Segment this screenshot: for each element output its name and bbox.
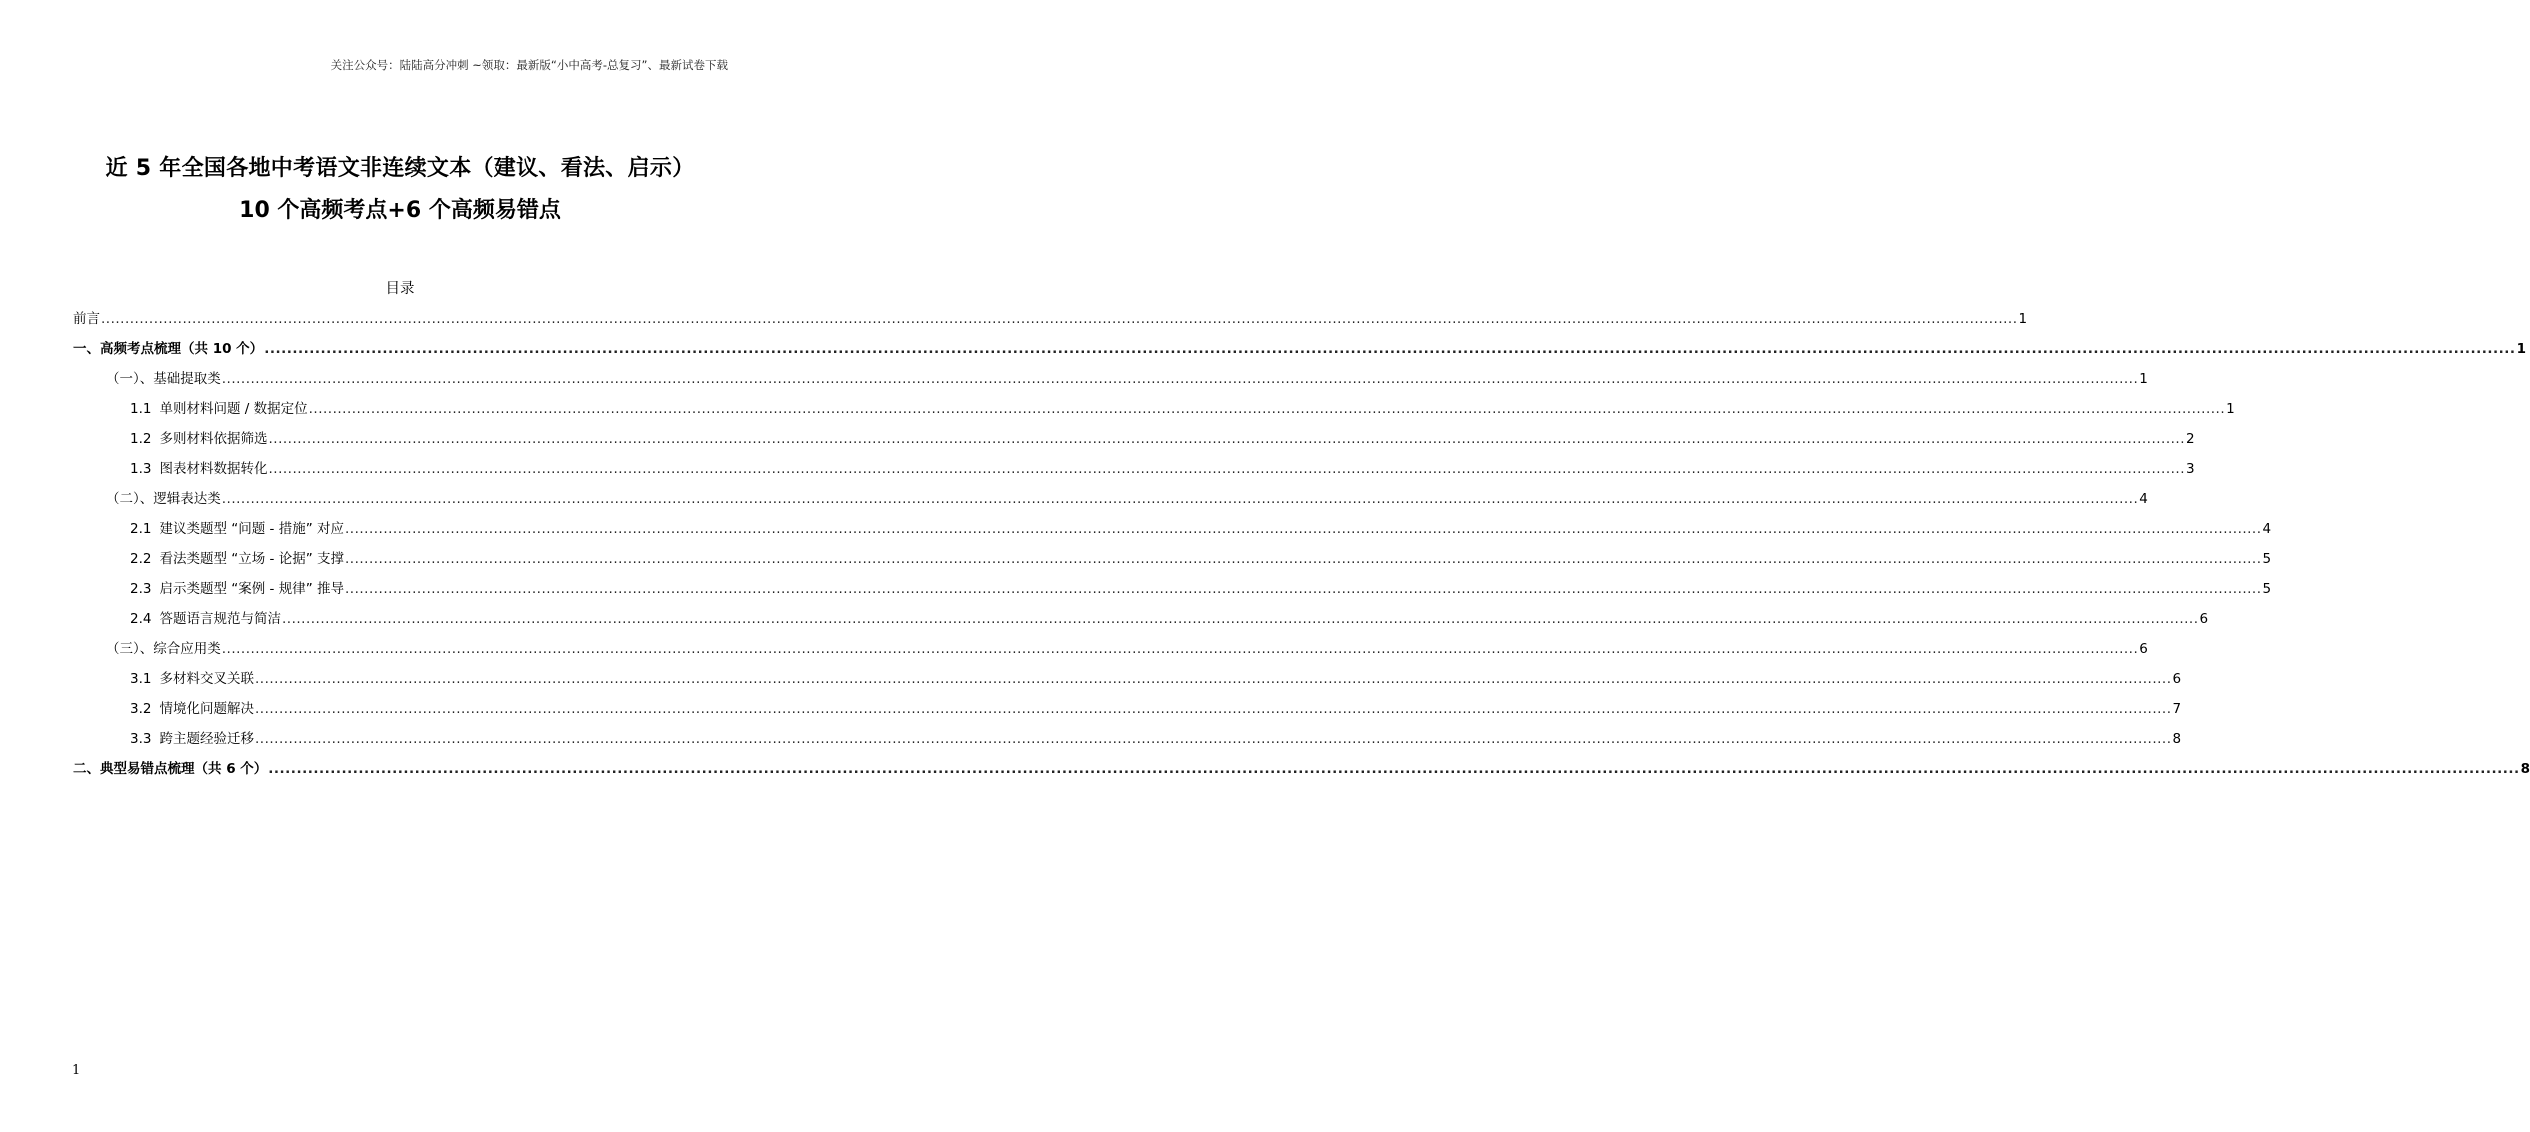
toc-entry-text: 二、典型易错点梳理（共 6 个） bbox=[73, 761, 268, 777]
toc-entry[interactable] bbox=[73, 694, 2182, 724]
toc-entry[interactable] bbox=[73, 664, 2182, 694]
toc-entry[interactable] bbox=[73, 514, 2272, 544]
toc-entry-number: 2.3 bbox=[130, 581, 152, 597]
toc-entry[interactable] bbox=[73, 544, 2272, 574]
toc-entry[interactable] bbox=[73, 754, 2530, 784]
toc-entry-label bbox=[130, 454, 267, 484]
toc-entry-text: 多材料交叉关联 bbox=[159, 671, 254, 687]
toc-entry[interactable] bbox=[73, 364, 2148, 394]
toc-entry-page: 4 bbox=[2262, 521, 2272, 537]
toc-entry[interactable] bbox=[73, 724, 2182, 754]
toc-entry-text: （一）、基础提取类 bbox=[106, 371, 221, 387]
toc-leader-dots: ................................................................................................................................................................................................................................................................................................................................................................................................................ bbox=[254, 701, 2172, 717]
toc-leader-dots: ................................................................................................................................................................................................................................................................................................................................................................................................................ bbox=[345, 521, 2262, 537]
table-of-contents bbox=[73, 304, 2530, 784]
toc-entry-label bbox=[73, 754, 267, 784]
toc-entry-label bbox=[73, 304, 100, 334]
toc-entry[interactable] bbox=[73, 484, 2148, 514]
toc-entry[interactable] bbox=[73, 424, 2195, 454]
toc-entry[interactable] bbox=[73, 304, 2028, 334]
title-line-1: 近 5 年全国各地中考语文非连续文本（建议、看法、启示） bbox=[105, 156, 695, 181]
toc-entry-page: 6 bbox=[2172, 671, 2182, 687]
toc-entry[interactable] bbox=[73, 574, 2272, 604]
toc-entry-label bbox=[130, 694, 254, 724]
toc-leader-dots: ................................................................................................................................................................................................................................................................................................................................................................................................................ bbox=[308, 401, 2226, 417]
toc-entry-text: 多则材料依据筛选 bbox=[159, 431, 268, 447]
toc-entry-number: 2.1 bbox=[130, 521, 152, 537]
toc-entry-text: 建议类题型 “问题 - 措施” 对应 bbox=[159, 521, 345, 537]
toc-entry-number: 2.4 bbox=[130, 611, 152, 627]
toc-entry-page: 7 bbox=[2172, 701, 2182, 717]
toc-entry-label bbox=[106, 484, 221, 514]
toc-entry-page: 8 bbox=[2172, 731, 2182, 747]
toc-entry-text: 图表材料数据转化 bbox=[159, 461, 268, 477]
toc-entry-text: 前言 bbox=[73, 311, 100, 327]
toc-entry-page: 4 bbox=[2139, 491, 2148, 507]
toc-leader-dots: ................................................................................................................................................................................................................................................................................................................................................................................................................ bbox=[268, 431, 2185, 447]
document-title bbox=[0, 148, 800, 232]
toc-entry-label bbox=[130, 574, 344, 604]
toc-entry[interactable] bbox=[73, 334, 2526, 364]
toc-entry-number: 3.2 bbox=[130, 701, 152, 717]
toc-entry-label bbox=[130, 424, 267, 454]
toc-entry-label bbox=[106, 634, 221, 664]
toc-entry-label bbox=[130, 514, 344, 544]
toc-entry[interactable] bbox=[73, 394, 2235, 424]
toc-entry-page: 1 bbox=[2226, 401, 2235, 417]
toc-entry-number: 1.3 bbox=[130, 461, 152, 477]
toc-entry-number: 3.1 bbox=[130, 671, 152, 687]
toc-entry[interactable] bbox=[73, 634, 2148, 664]
toc-entry-page: 2 bbox=[2186, 431, 2195, 447]
toc-heading: 目录 bbox=[385, 281, 415, 297]
toc-leader-dots: ................................................................................................................................................................................................................................................................................................................................................................................................................ bbox=[345, 581, 2262, 597]
toc-entry[interactable] bbox=[73, 604, 2209, 634]
toc-leader-dots: ................................................................................................................................................................................................................................................................................................................................................................................................................ bbox=[221, 491, 2139, 507]
toc-leader-dots: ................................................................................................................................................................................................................................................................................................................................................................................................................ bbox=[268, 761, 2520, 777]
toc-entry-page: 6 bbox=[2139, 641, 2148, 657]
toc-entry-text: 看法类题型 “立场 - 论据” 支撑 bbox=[159, 551, 345, 567]
toc-entry-label bbox=[73, 334, 263, 364]
toc-entry-number: 3.3 bbox=[130, 731, 152, 747]
toc-entry[interactable] bbox=[73, 454, 2195, 484]
toc-entry-text: 答题语言规范与简洁 bbox=[159, 611, 281, 627]
toc-leader-dots: ................................................................................................................................................................................................................................................................................................................................................................................................................ bbox=[254, 671, 2172, 687]
toc-leader-dots: ................................................................................................................................................................................................................................................................................................................................................................................................................ bbox=[281, 611, 2199, 627]
toc-entry-text: 单则材料问题 / 数据定位 bbox=[159, 401, 308, 417]
toc-leader-dots: ................................................................................................................................................................................................................................................................................................................................................................................................................ bbox=[264, 341, 2516, 357]
toc-entry-label bbox=[130, 394, 308, 424]
title-line-2: 10 个高频考点+6 个高频易错点 bbox=[239, 198, 561, 223]
toc-entry-text: 跨主题经验迁移 bbox=[159, 731, 254, 747]
toc-leader-dots: ................................................................................................................................................................................................................................................................................................................................................................................................................ bbox=[221, 371, 2139, 387]
toc-entry-text: 一、高频考点梳理（共 10 个） bbox=[73, 341, 264, 357]
toc-entry-page: 1 bbox=[2139, 371, 2148, 387]
toc-entry-label bbox=[130, 724, 254, 754]
toc-entry-number: 1.1 bbox=[130, 401, 152, 417]
toc-leader-dots: ................................................................................................................................................................................................................................................................................................................................................................................................................ bbox=[345, 551, 2262, 567]
toc-entry-text: 情境化问题解决 bbox=[159, 701, 254, 717]
toc-entry-text: （二）、逻辑表达类 bbox=[106, 491, 221, 507]
header-note: 关注公众号：陆陆高分冲刺 ~领取：最新版“小中高考-总复习”、最新试卷下载 bbox=[330, 58, 728, 72]
toc-entry-page: 1 bbox=[2516, 341, 2526, 357]
toc-entry-page: 5 bbox=[2262, 581, 2272, 597]
toc-entry-page: 1 bbox=[2018, 311, 2028, 327]
toc-entry-text: 启示类题型 “案例 - 规律” 推导 bbox=[159, 581, 345, 597]
toc-leader-dots: ................................................................................................................................................................................................................................................................................................................................................................................................................ bbox=[221, 641, 2139, 657]
toc-entry-page: 5 bbox=[2262, 551, 2272, 567]
toc-entry-page: 8 bbox=[2520, 761, 2530, 777]
toc-entry-text: （三）、综合应用类 bbox=[106, 641, 221, 657]
toc-entry-page: 6 bbox=[2199, 611, 2209, 627]
toc-entry-label bbox=[130, 664, 254, 694]
toc-leader-dots: ................................................................................................................................................................................................................................................................................................................................................................................................................ bbox=[268, 461, 2185, 477]
toc-entry-number: 1.2 bbox=[130, 431, 152, 447]
toc-entry-number: 2.2 bbox=[130, 551, 152, 567]
toc-entry-label bbox=[130, 604, 281, 634]
toc-entry-page: 3 bbox=[2186, 461, 2195, 477]
toc-entry-label bbox=[106, 364, 221, 394]
toc-leader-dots: ................................................................................................................................................................................................................................................................................................................................................................................................................ bbox=[254, 731, 2172, 747]
toc-entry-label bbox=[130, 544, 344, 574]
footer-page-number: 1 bbox=[72, 1063, 81, 1078]
toc-leader-dots: ................................................................................................................................................................................................................................................................................................................................................................................................................ bbox=[101, 311, 2018, 327]
